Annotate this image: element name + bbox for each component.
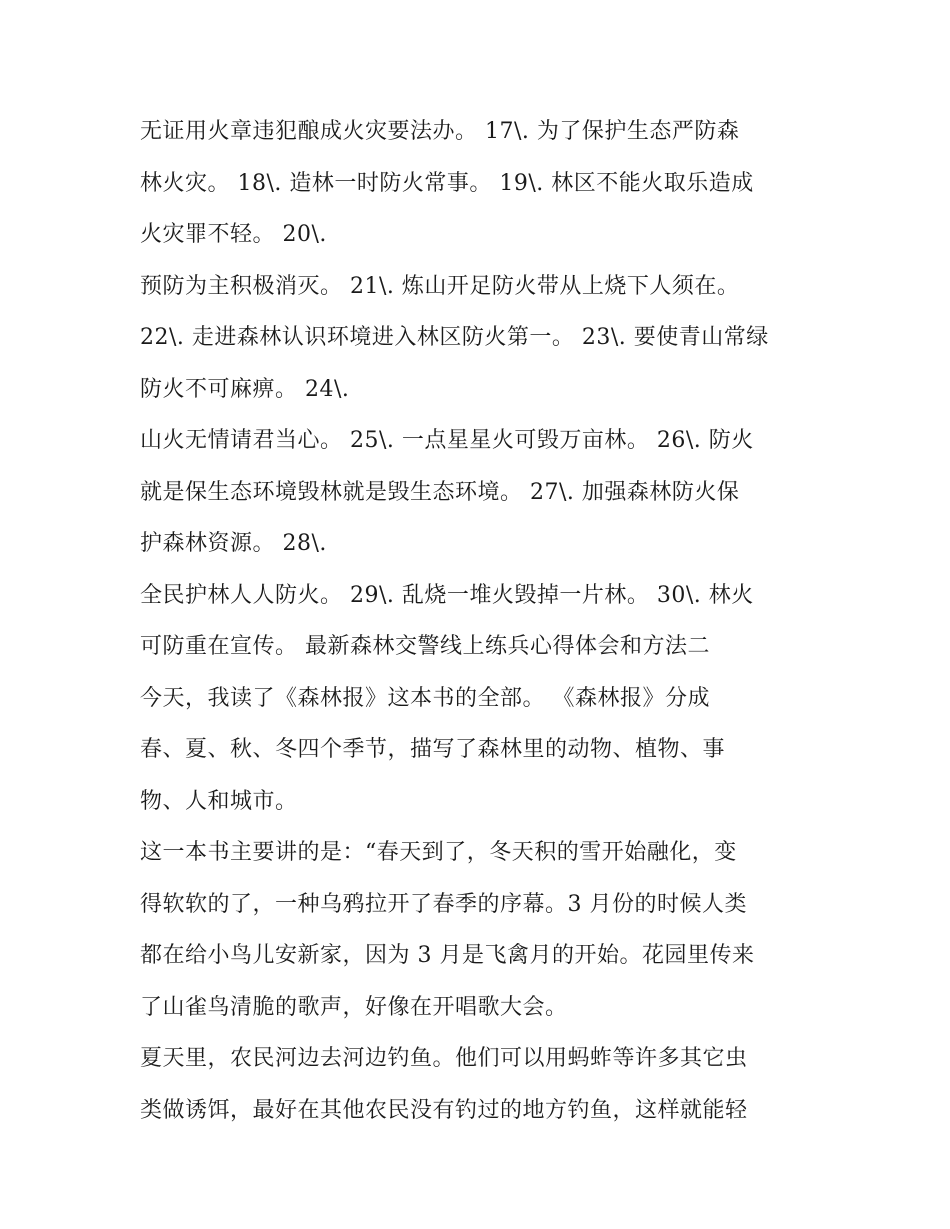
text-line: 可防重在宣传。 最新森林交警线上练兵心得体会和方法二: [140, 634, 710, 659]
text-line: 物、人和城市。: [140, 788, 298, 814]
text-line: 护森林资源。 28\.: [140, 531, 327, 556]
text-line: 全民护林人人防火。 29\. 乱烧一堆火毁掉一片林。 30\. 林火: [140, 582, 754, 608]
text-line: 山火无情请君当心。 25\. 一点星星火可毁万亩林。 26\. 防火: [140, 428, 754, 453]
text-line: 这一本书主要讲的是：“春天到了，冬天积的雪开始融化，变: [140, 840, 737, 865]
text-line: 夏天里，农民河边去河边钓鱼。他们可以用蚂蚱等许多其它虫: [140, 1046, 748, 1071]
text-line: 了山雀鸟清脆的歌声，好像在开唱歌大会。: [140, 994, 568, 1020]
text-line: 就是保生态环境毁林就是毁生态环境。 27\. 加强森林防火保: [140, 479, 740, 505]
text-line: 得软软的了，一种乌鸦拉开了春季的序幕。3 月份的时候人类: [140, 891, 747, 917]
text-line: 火灾罪不轻。 20\.: [140, 222, 327, 247]
body-text: [140, 106, 840, 1136]
text-line: 防火不可麻痹。 24\.: [140, 376, 350, 402]
text-line: 预防为主积极消灭。 21\. 炼山开足防火带从上烧下人须在。: [140, 273, 740, 299]
text-line: 类做诱饵，最好在其他农民没有钓过的地方钓鱼，这样就能轻: [140, 1097, 748, 1123]
text-line: 22\. 走进森林认识环境进入林区防火第一。 23\. 要使青山常绿: [140, 325, 769, 350]
text-line: 林火灾。 18\. 造林一时防火常事。 19\. 林区不能火取乐造成: [140, 170, 754, 196]
text-line: 春、夏、秋、冬四个季节，描写了森林里的动物、植物、事: [140, 737, 726, 762]
text-line: 无证用火章违犯酿成火灾要法办。 17\. 为了保护生态严防森: [140, 119, 740, 144]
text-line: 今天，我读了《森林报》这本书的全部。 《森林报》分成: [140, 685, 710, 711]
text-line: 都在给小鸟儿安新家，因为 3 月是飞禽月的开始。花园里传来: [140, 943, 755, 968]
